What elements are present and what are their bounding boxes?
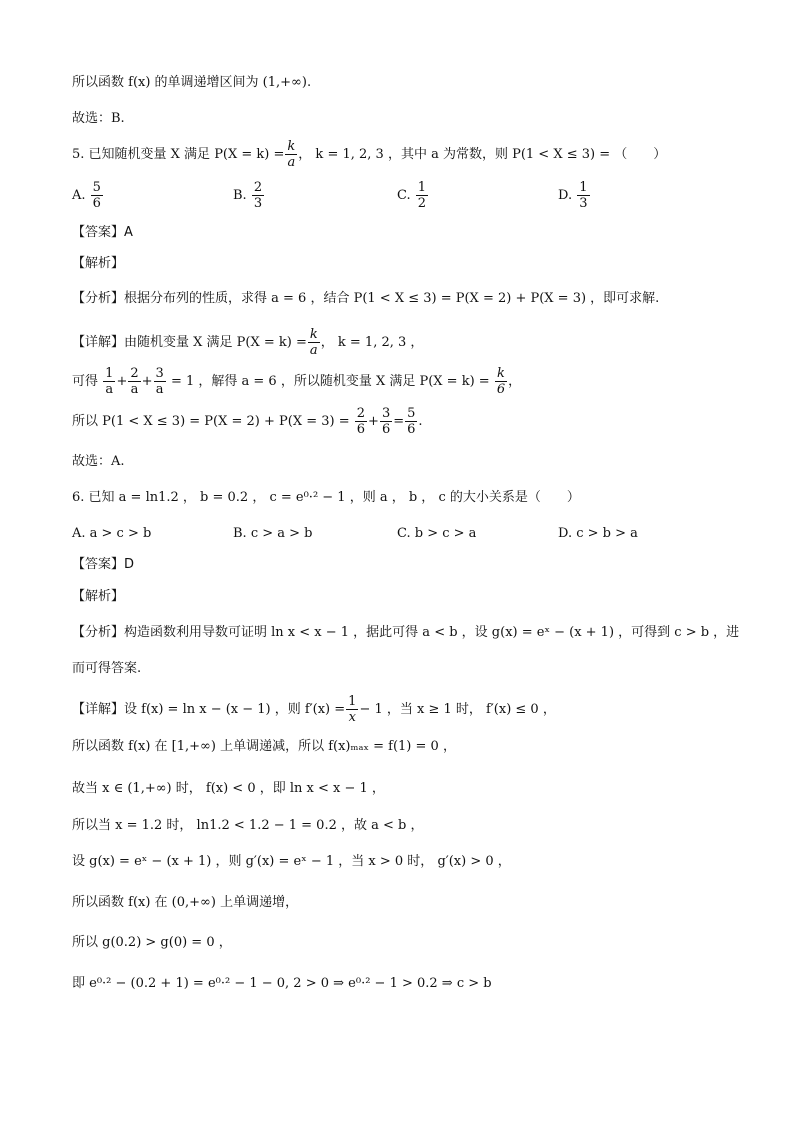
option-d: D. c > b > a: [558, 526, 638, 541]
analysis-label: 【解析】: [72, 256, 125, 271]
choose-line: 故选：B.: [72, 111, 125, 126]
text-line: 所以函数 f(x) 的单调递增区间为 (1,+∞).: [72, 75, 312, 90]
option-a: A. a > c > b: [72, 526, 152, 541]
question-6-stem: 6. 已知 a = ln1.2 ， b = 0.2 ， c = e⁰·² − 1 ，则 a ， b ， c 的大小关系是（ ）: [72, 490, 580, 505]
detail-line-7: 所以 g(0.2) > g(0) = 0 ，: [72, 935, 232, 950]
analysis-text: 而可得答案.: [72, 661, 142, 676]
detail-line-3: 故当 x ∈ (1,+∞) 时， f(x) < 0 ，即 ln x < x − 1 ，: [72, 781, 385, 796]
option-b: B. $\frac{2}{3}$: [233, 180, 263, 211]
question-5-stem: 5. 已知随机变量 X 满足 P(X = k) = $\frac{k}{a}$ ， k = 1, 2, 3 ，其中 a 为常数，则 P(1 < X ≤ 3) = （ ）: [72, 139, 667, 170]
detail-line-2: 所以函数 f(x) 在 [1,+∞) 上单调递减，所以 f(x)ₘₐₓ = f(1) = 0 ，: [72, 739, 456, 754]
option-c: C. $\frac{1}{2}$: [397, 180, 427, 211]
analysis-text: 【分析】构造函数利用导数可证明 ln x < x − 1 ，据此可得 a < b ，设 g(x) = eˣ − (x + 1) ，可得到 c > b ，进: [72, 625, 740, 640]
detail-line-5: 设 g(x) = eˣ − (x + 1) ，则 g′(x) = eˣ − 1 ，当 x > 0 时， g′(x) > 0 ，: [72, 854, 511, 869]
answer-label: 【答案】A: [72, 225, 133, 240]
choose-line: 故选：A.: [72, 454, 125, 469]
detail-line-6: 所以函数 f(x) 在 (0,+∞) 上单调递增，: [72, 895, 299, 910]
detail-line-1: 【详解】设 f(x) = ln x − (x − 1) ，则 f′(x) = $\frac{1}{x}$ − 1 ，当 x ≥ 1 时， f′(x) ≤ 0 ，: [72, 694, 556, 725]
option-c: C. b > c > a: [397, 526, 477, 541]
answer-label: 【答案】D: [72, 557, 135, 572]
detail-line-2: 可得 $\frac{1}{a}$ + $\frac{2}{a}$ + $\frac{3}{a}$ = 1 ，解得 a = 6 ，所以随机变量 X 满足 P(X = k) = $\frac{k}{6}$ ，: [72, 366, 522, 397]
detail-line-4: 所以当 x = 1.2 时， ln1.2 < 1.2 − 1 = 0.2 ，故 a < b ，: [72, 818, 424, 833]
option-b: B. c > a > b: [233, 526, 313, 541]
analysis-label: 【解析】: [72, 589, 125, 604]
detail-line-3: 所以 P(1 < X ≤ 3) = P(X = 2) + P(X = 3) = $\frac{2}{6}$ + $\frac{3}{6}$ = $\frac{5}{6}$ .: [72, 406, 423, 437]
option-a: A. $\frac{5}{6}$: [72, 180, 101, 211]
analysis-text: 【分析】根据分布列的性质，求得 a = 6 ，结合 P(1 < X ≤ 3) = P(X = 2) + P(X = 3) ，即可求解.: [72, 291, 660, 306]
detail-line-8: 即 e⁰·² − (0.2 + 1) = e⁰·² − 1 − 0, 2 > 0 ⇒ e⁰·² − 1 > 0.2 ⇒ c > b: [72, 976, 492, 991]
detail-line-1: 【详解】由随机变量 X 满足 P(X = k) = $\frac{k}{a}$ ， k = 1, 2, 3 ，: [72, 327, 424, 358]
option-d: D. $\frac{1}{3}$: [558, 180, 588, 211]
